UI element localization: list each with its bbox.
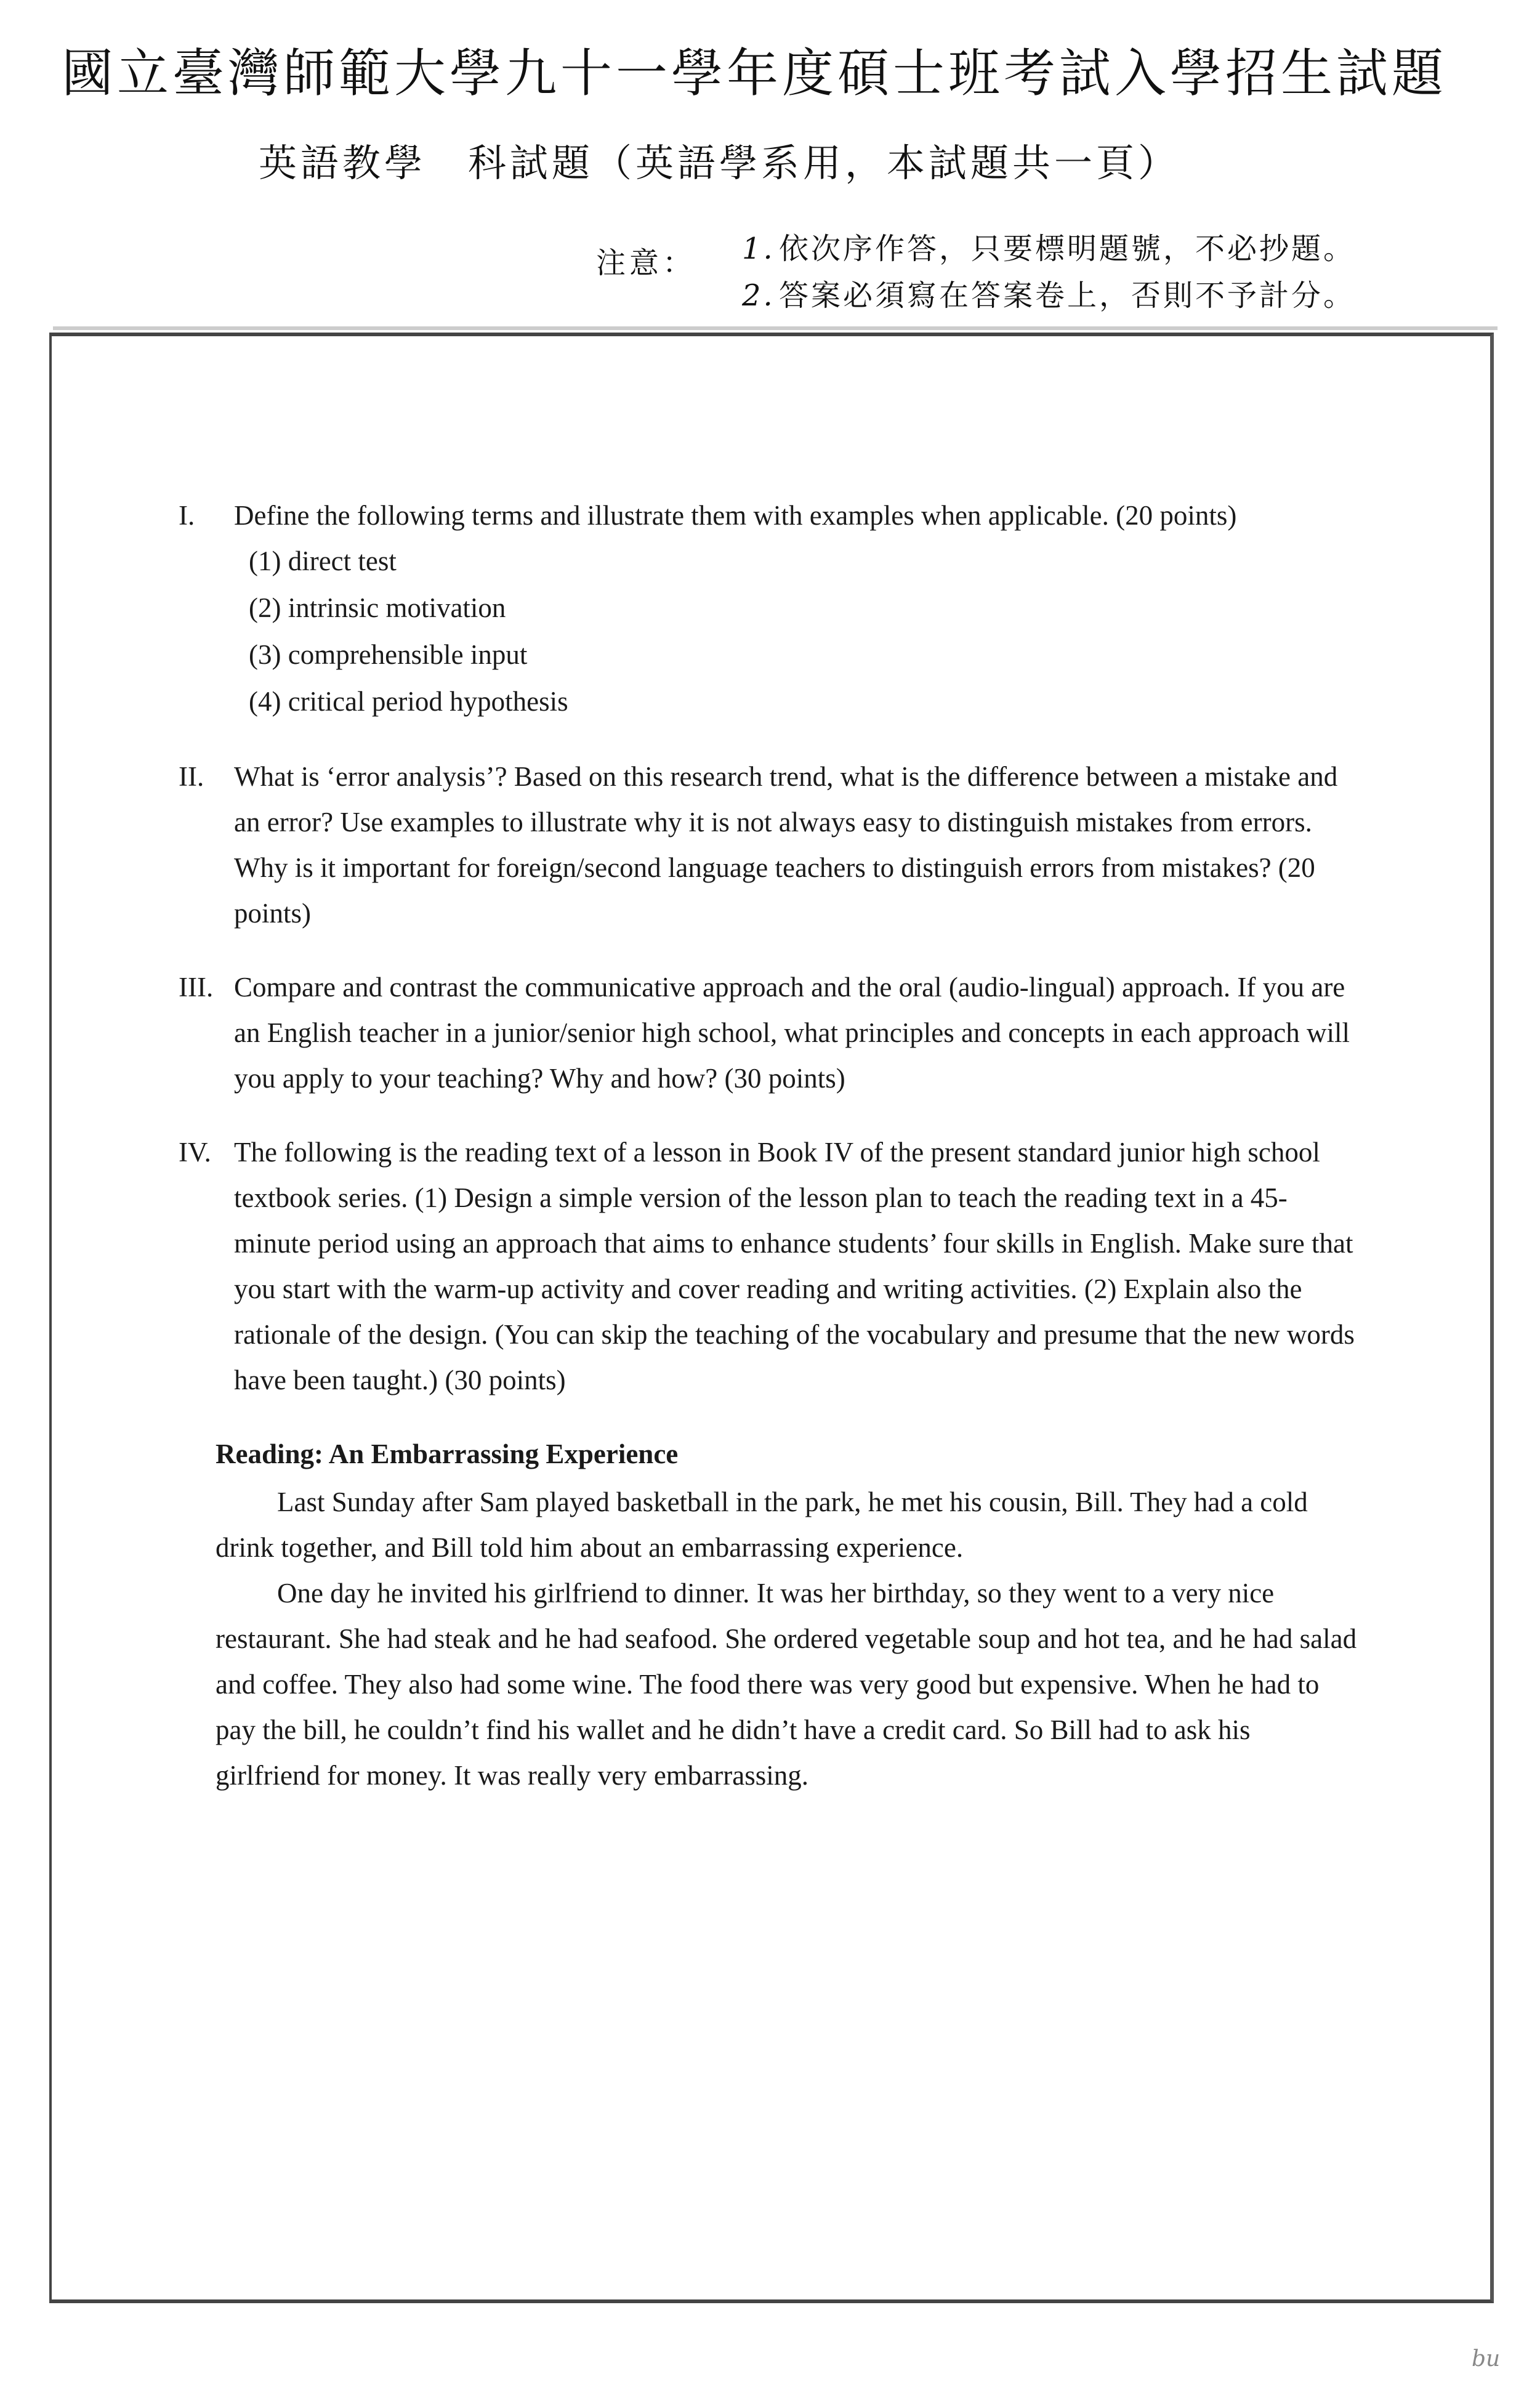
question-text: What is ‘error analysis’? Based on this research trend, what is the difference between a mistake and an error? Use examples to illustrate why it is not always easy to distinguish mistakes from errors. Why is it important for foreign/second language teachers to distinguish errors from mistakes? (20 points) (234, 761, 1338, 929)
question-number: IV. (179, 1137, 211, 1168)
question-number: III. (179, 972, 214, 1003)
term-item: (4) critical period hypothesis (249, 686, 568, 717)
question-number: I. (179, 500, 195, 531)
notice-item (742, 272, 1355, 318)
reading-paragraph: One day he invited his girlfriend to dinner. It was her birthday, so they went to a very nice restaurant. She had steak and he had seafood. She ordered vegetable soup and hot tea, and he had salad and coffee. They also had some wine. The food there was very good but expensive. When he had to pay the bill, he couldn’t find his wallet and he didn’t have a credit card. So Bill had to ask his girlfriend for money. It was really very embarrassing. (216, 1578, 1357, 1791)
question-text: Compare and contrast the communicative approach and the oral (audio-lingual) approach. If you are an English teacher in a junior/senior high school, what principles and concepts in each approach will you apply to your teaching? Why and how? (30 points) (234, 972, 1350, 1094)
notice-number: 1. (742, 232, 775, 266)
term-item: (1) direct test (249, 546, 397, 576)
notice-label: 注意： (596, 246, 696, 280)
question-3 (179, 964, 1361, 1101)
question-2 (179, 754, 1361, 936)
question-text: Define the following terms and illustrate them with examples when applicable. (20 points) (234, 500, 1237, 531)
reading-paragraph: Last Sunday after Sam played basketball in the park, he met his cousin, Bill. They had a cold drink together, and Bill told him about an embarrassing experience. (216, 1487, 1308, 1563)
term-list (234, 538, 1361, 725)
reading-passage (179, 1431, 1361, 1798)
frame-shadow (53, 326, 1498, 330)
notice-text: 依次序作答，只要標明題號，不必抄題。 (779, 232, 1356, 266)
notice-item (742, 225, 1355, 272)
notice-list (742, 225, 1355, 318)
question-1 (179, 493, 1361, 725)
question-content (179, 493, 1361, 1798)
exam-subtitle: 英語教學 科試題（英語學系用，本試題共一頁） (259, 140, 1180, 185)
page-mark: bu (1472, 2346, 1501, 2372)
question-text: The following is the reading text of a lesson in Book IV of the present standard junior high school textbook series. (1) Design a simple version of the lesson plan to teach the reading text in a 45-minute period using an approach that aims to enhance students’ four skills in English. Make sure that you start with the warm-up activity and cover reading and writing activities. (2) Explain also the rationale of the design. (You can skip the teaching of the vocabulary and presume that the new words have been taught.) (30 points) (234, 1137, 1355, 1395)
term-item: (2) intrinsic motivation (249, 592, 506, 623)
exam-title: 國立臺灣師範大學九十一學年度碩士班考試入學招生試題 (62, 43, 1448, 103)
question-number: II. (179, 761, 204, 792)
term-item: (3) comprehensible input (249, 639, 528, 670)
notice-text: 答案必須寫在答案卷上，否則不予計分。 (779, 278, 1356, 313)
question-4 (179, 1129, 1361, 1403)
notice-number: 2. (742, 278, 775, 313)
reading-title: Reading: An Embarrassing Experience (216, 1439, 679, 1469)
